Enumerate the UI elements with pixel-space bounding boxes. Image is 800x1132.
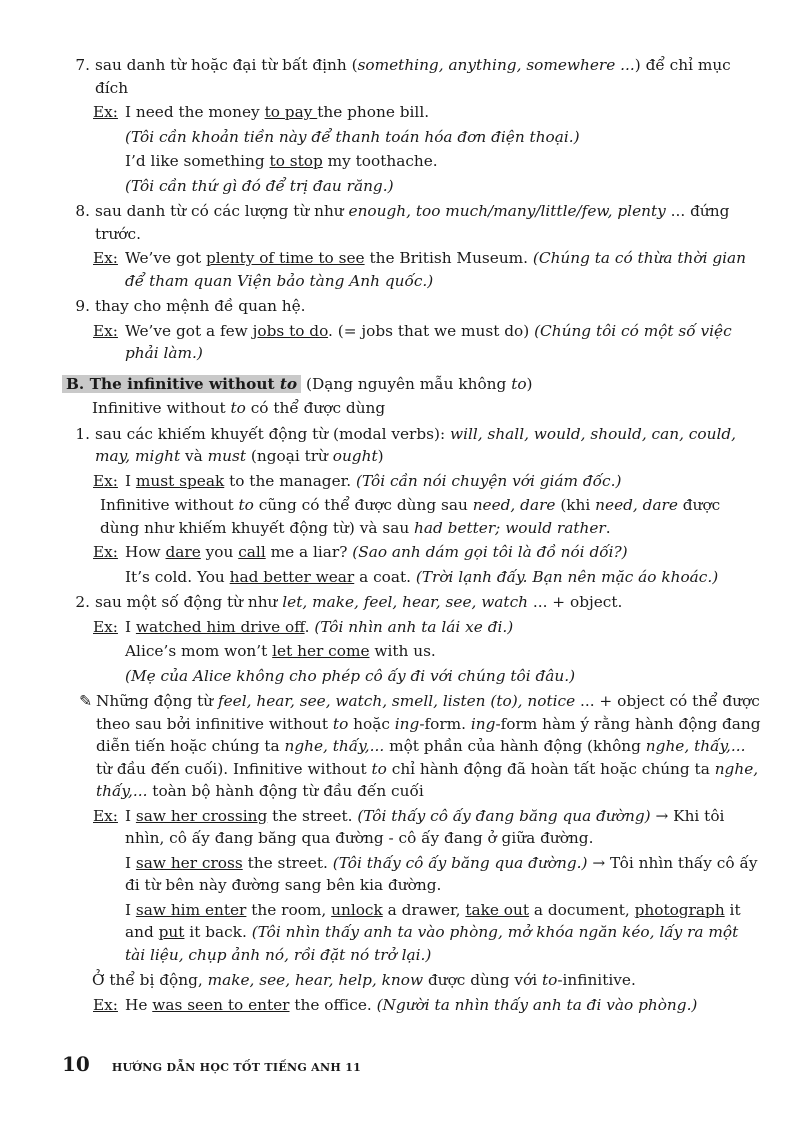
underlined-text: unlock: [331, 900, 383, 919]
text-italic: to: [230, 399, 246, 417]
underlined-text: photograph: [634, 900, 725, 919]
example-sentence: [125, 852, 762, 897]
item-text: [95, 200, 762, 245]
example-label: Ex:: [93, 806, 118, 825]
item-text: [95, 591, 762, 614]
translation: (Mẹ của Alice không cho phép cô ấy đi với chúng tôi đâu.): [125, 666, 576, 685]
example-body: [125, 805, 762, 967]
section-intro: [92, 397, 762, 420]
text: me a liar?: [265, 543, 353, 561]
text: it back.: [184, 923, 252, 941]
text: the British Museum.: [364, 249, 533, 267]
text: sau các khiếm khuyết động từ (modal verbs):: [95, 424, 450, 443]
list-item-8: [62, 200, 762, 245]
example-label: Ex:: [93, 995, 118, 1014]
example-label: Ex:: [93, 471, 118, 490]
text-italic: to: [541, 971, 558, 989]
example: [62, 616, 762, 688]
underlined-text: saw her cross: [135, 853, 243, 872]
translation: (Tôi cần khoản tiền này để thanh toán hóa đơn điện thoại.): [125, 127, 580, 146]
example: [62, 320, 762, 365]
text: a document,: [529, 900, 635, 919]
text-italic: will, shall, would, should, can, could, may, might: [95, 424, 736, 465]
example-body: [125, 994, 762, 1017]
text: (ngoại trừ: [246, 447, 333, 465]
note-text: [96, 690, 762, 803]
item-number: 7.: [75, 56, 90, 74]
translation: (Chúng ta có thừa thời gian để tham quan Viện bảo tàng Anh quốc.): [125, 249, 747, 290]
page-number: 10: [62, 1052, 90, 1076]
example-body: [125, 616, 762, 688]
example: [62, 541, 762, 588]
item-text: [95, 54, 762, 99]
underlined-text: take out: [465, 900, 530, 919]
text: I: [125, 853, 136, 872]
translation: (Tôi thấy cô ấy đang băng qua đường): [357, 806, 651, 825]
example-label: Ex:: [93, 103, 118, 121]
text: the office.: [289, 995, 377, 1014]
passive-note: [92, 969, 762, 992]
example: [62, 994, 762, 1017]
text: He: [125, 995, 153, 1014]
example-sentence: [125, 805, 762, 850]
example-sentence: [125, 899, 762, 967]
page-content: [62, 51, 762, 1016]
text: We’ve got a few: [125, 321, 253, 340]
text-italic: nghe, thấy,...: [96, 759, 759, 800]
example-sentence: [125, 566, 762, 589]
text: được dùng với: [423, 971, 542, 989]
text: .: [605, 518, 611, 537]
text: Alice’s mom won’t: [125, 642, 273, 660]
text: I need the money: [125, 103, 265, 121]
list-item-b1: [62, 423, 762, 468]
list-item-b2: [62, 591, 762, 614]
example: [62, 470, 762, 493]
text: → Khi tôi nhìn, cô ấy đang băng qua đường - cô ấy đang ở giữa đường.: [125, 806, 725, 847]
text-italic: feel, hear, see, watch, smell, listen (to), notice: [217, 692, 576, 710]
underlined-text: to stop: [269, 152, 323, 170]
text: ... đứng trước.: [95, 202, 730, 243]
note-paragraph: [100, 494, 762, 539]
section-title: B. The infinitive without: [66, 374, 280, 393]
text: sau danh từ hoặc đại từ bất định (: [95, 56, 358, 74]
text: We’ve got: [125, 249, 206, 267]
text: (khi: [555, 496, 596, 514]
text-italic: must: [207, 447, 247, 465]
text: a coat.: [354, 567, 416, 586]
text-italic: nghe, thấy,...: [645, 737, 746, 755]
text-italic: make, see, hear, help, know: [207, 971, 424, 989]
text-italic: nghe, thấy,...: [284, 737, 385, 755]
text-italic: enough, too much/many/little/few, plenty: [348, 202, 666, 220]
text: How: [125, 543, 166, 561]
text: the room,: [246, 900, 332, 919]
text: được dùng như khiếm khuyết động từ) và sau: [100, 496, 721, 537]
text: ... + object có thể được theo sau bởi infinitive without: [96, 692, 760, 733]
text: sau một số động từ như: [95, 593, 283, 611]
text: có thể được dùng: [245, 399, 386, 417]
pencil-icon: ✎: [79, 692, 92, 710]
text: chỉ hành động đã hoàn tất hoặc chúng ta: [386, 759, 715, 778]
text-italic: had better; would rather: [414, 518, 606, 537]
text-italic: to: [511, 374, 527, 393]
text-italic: something, anything, somewhere ...: [357, 56, 635, 74]
text-italic: need, dare: [595, 496, 678, 514]
text: -form.: [419, 714, 471, 733]
text: ) để chỉ mục đích: [95, 56, 731, 97]
text-italic: ought: [332, 447, 378, 465]
example: [62, 247, 762, 292]
underlined-text: watched him drive off: [135, 617, 305, 636]
underlined-text: dare: [165, 543, 201, 561]
text: I: [125, 806, 136, 825]
translation: (Người ta nhìn thấy anh ta đi vào phòng.): [376, 995, 698, 1014]
text: the phone bill.: [317, 103, 430, 121]
text: a drawer,: [382, 900, 466, 919]
item-text: thay cho mệnh đề quan hệ.: [95, 297, 306, 315]
underlined-text: saw her crossing: [135, 806, 268, 825]
underlined-text: call: [238, 543, 266, 561]
text: ): [526, 374, 533, 393]
example-sentence: [125, 541, 762, 564]
text: toàn bộ hành động từ đầu đến cuối: [147, 782, 424, 800]
underlined-text: let her come: [272, 642, 370, 660]
example-body: [125, 320, 762, 365]
example-sentence: [125, 101, 762, 124]
item-text: [95, 423, 762, 468]
translation: (Tôi cần thứ gì đó để trị đau răng.): [125, 176, 394, 195]
text: cũng có thể được dùng sau: [253, 496, 473, 514]
underlined-text: must speak: [135, 471, 225, 490]
section-title-box: [62, 375, 301, 393]
text: to the manager.: [224, 471, 357, 490]
text: it and: [125, 900, 741, 941]
text: từ đầu đến cuối). Infinitive without: [96, 759, 372, 778]
text-italic: ing: [470, 714, 496, 733]
translation: (Tôi thấy cô ấy băng qua đường.): [332, 853, 588, 872]
list-item-9: [62, 295, 762, 318]
underlined-text: put: [158, 923, 185, 941]
example-label: Ex:: [93, 617, 118, 636]
item-number: 2.: [75, 593, 90, 611]
underlined-text: plenty of time to see: [205, 249, 365, 267]
underlined-text: saw him enter: [135, 900, 247, 919]
section-b-heading: [62, 373, 762, 396]
text: with us.: [369, 642, 436, 660]
example-label: Ex:: [93, 249, 118, 267]
text: -infinitive.: [557, 971, 636, 989]
text: Infinitive without: [92, 399, 231, 417]
text: → Tôi nhìn thấy cô ấy đi từ bên này đường sang bên kia đường.: [125, 853, 758, 894]
text: Infinitive without: [100, 496, 239, 514]
example-body: [125, 470, 762, 493]
page-footer: [62, 1052, 361, 1076]
translation: (Tôi nhìn thấy anh ta vào phòng, mở khóa ngăn kéo, lấy ra một tài liệu, chụp ảnh nó, rồi đặt nó trở lại.): [125, 923, 739, 964]
example-body: [125, 101, 762, 197]
text: Những động từ: [96, 692, 218, 710]
text: the street.: [242, 853, 333, 872]
text: ... + object.: [528, 593, 623, 611]
example-body: [125, 247, 762, 292]
section-title-italic: to: [279, 374, 298, 393]
text: ): [377, 447, 384, 465]
text: I: [125, 900, 136, 919]
translation: (Tôi cần nói chuyện với giám đốc.): [356, 471, 622, 490]
note-block: [62, 690, 762, 803]
text: I: [125, 617, 136, 636]
example-body: [125, 541, 762, 588]
book-title: HƯỚNG DẪN HỌC TỐT TIẾNG ANH 11: [111, 1061, 362, 1074]
item-number: 8.: [75, 202, 90, 220]
underlined-text: was seen to enter: [152, 995, 290, 1014]
example: [62, 101, 762, 197]
list-item-7: [62, 54, 762, 99]
example-label: Ex:: [93, 543, 118, 561]
text: .: [304, 617, 315, 636]
example-sentence: [125, 616, 762, 639]
text: It’s cold. You: [125, 567, 230, 586]
underlined-text: to pay: [264, 103, 318, 121]
underlined-text: had better wear: [229, 567, 355, 586]
translation: (Sao anh dám gọi tôi là đồ nói dối?): [352, 543, 628, 561]
translation: (Tôi nhìn anh ta lái xe đi.): [314, 617, 514, 636]
translation: (Trời lạnh đấy. Bạn nên mặc áo khoác.): [415, 567, 719, 586]
item-number: 1.: [75, 424, 90, 443]
text: sau danh từ có các lượng từ như: [95, 202, 349, 220]
text: một phần của hành động (không: [384, 737, 646, 755]
example: [62, 805, 762, 967]
text-italic: to: [332, 714, 349, 733]
text: my toothache.: [322, 152, 438, 170]
text: (Dạng nguyên mẫu không: [301, 374, 512, 393]
text: you: [200, 543, 239, 561]
example-sentence: [125, 150, 762, 173]
text: I’d like something: [125, 152, 270, 170]
translation: (Chúng tôi có một số việc phải làm.): [125, 321, 732, 362]
text: hoặc: [348, 714, 395, 733]
text: the street.: [267, 806, 358, 825]
example-label: Ex:: [93, 321, 118, 340]
text-italic: to: [238, 496, 254, 514]
text-italic: let, make, feel, hear, see, watch: [282, 593, 528, 611]
text-italic: need, dare: [472, 496, 556, 514]
text: -form hàm ý rằng hành động đang diễn tiến hoặc chúng ta: [96, 714, 761, 755]
underlined-text: jobs to do: [252, 321, 329, 340]
text-italic: to: [371, 759, 387, 778]
text: và: [180, 447, 208, 465]
text: Ở thể bị động,: [92, 971, 208, 989]
item-number: 9.: [75, 297, 90, 315]
text: I: [125, 471, 136, 490]
text: . (= jobs that we must do): [328, 321, 535, 340]
text-italic: ing: [394, 714, 420, 733]
example-sentence: [125, 640, 762, 663]
